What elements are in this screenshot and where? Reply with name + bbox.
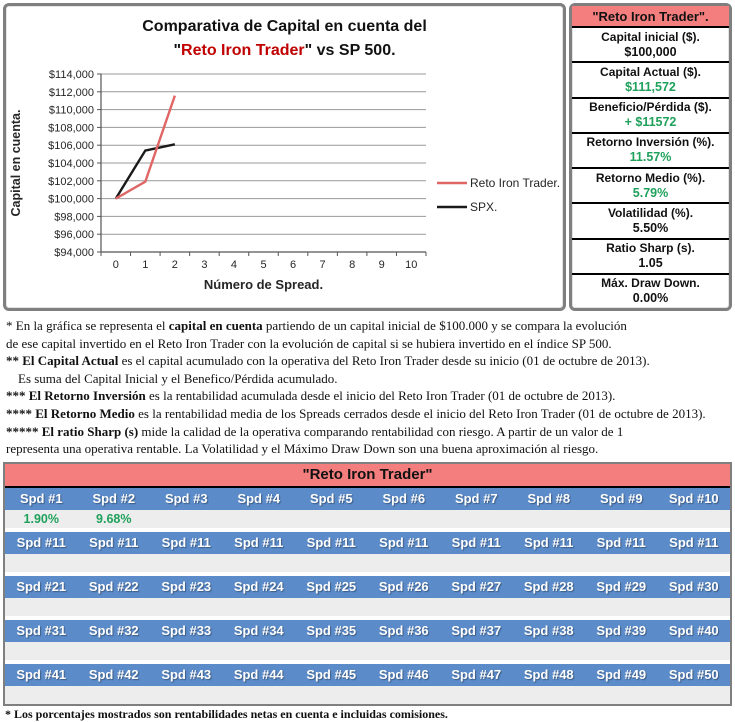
stat-block	[572, 273, 729, 308]
spd-value-cell	[513, 554, 586, 572]
legend-label: Reto Iron Trader.	[470, 176, 561, 190]
stat-block	[572, 61, 729, 96]
spd-value-row	[5, 642, 730, 660]
capital-chart-panel	[3, 3, 566, 311]
spd-value-cell	[440, 554, 513, 572]
stat-value: 5.79%	[632, 185, 669, 200]
y-tick-label: $114,000	[48, 69, 94, 81]
stat-value: 11.57%	[629, 150, 672, 165]
spd-header-cell: Spd #25	[306, 579, 357, 594]
spd-value-row	[5, 686, 730, 704]
spd-header-cell: Spd #29	[596, 579, 647, 594]
x-tick-label: 9	[378, 259, 385, 271]
stat-block	[572, 202, 729, 237]
spd-header-row	[5, 532, 730, 554]
spd-value-cell	[658, 510, 731, 528]
note-line: de ese capital invertido en el Reto Iron Trader con la evolución de capital si se hubiera invertido en el índice SP 500.	[6, 335, 612, 351]
stat-label: Capital inicial ($).	[601, 29, 700, 44]
spd-header-cell: Spd #11	[669, 535, 719, 550]
spd-header-cell: Spd #23	[161, 579, 212, 594]
y-tick-label: $112,000	[48, 86, 94, 99]
x-tick-label: 3	[201, 259, 208, 271]
spd-header-cell: Spd #34	[233, 623, 284, 638]
x-tick-label: 1	[142, 259, 149, 271]
stats-panel-title: "Reto Iron Trader".	[572, 6, 729, 26]
chart-title	[6, 15, 563, 63]
table-footnote: * Los porcentajes mostrados son rentabilidades netas en cuenta e incluidas comisiones.	[5, 707, 448, 721]
spd-header-cell: Spd #50	[668, 667, 719, 682]
spd-header-cell: Spd #11	[379, 535, 429, 550]
spd-header-cell: Spd #5	[309, 491, 353, 506]
spd-value-cell	[150, 642, 223, 660]
spd-header-cell: Spd #44	[233, 667, 284, 682]
spd-value-cell	[295, 510, 368, 528]
x-tick-label: 5	[260, 259, 267, 271]
spd-value-cell	[440, 598, 513, 616]
y-tick-label: $110,000	[48, 104, 94, 117]
spd-value-cell	[78, 686, 151, 704]
spd-header-cell: Spd #11	[89, 535, 139, 550]
spread-table-body	[5, 488, 730, 704]
spd-value-cell	[368, 598, 441, 616]
chart-title-line1: Comparativa de Capital en cuenta del	[142, 18, 427, 35]
stat-label: Retorno Inversión (%).	[586, 135, 715, 150]
y-tick-label: $106,000	[48, 140, 94, 153]
stat-label: Volatilidad (%).	[607, 205, 694, 220]
note-line: representa una operativa rentable. La Volatilidad y el Máximo Draw Down son una buena aproximación al riesgo.	[6, 441, 599, 457]
spd-value-cell	[368, 686, 441, 704]
explanatory-notes	[6, 317, 732, 458]
spd-header-cell: Spd #31	[16, 623, 67, 638]
stat-label: Ratio Sharp (s).	[606, 241, 695, 256]
spd-header-cell: Spd #11	[234, 535, 284, 550]
y-tick-label: $108,000	[48, 122, 94, 135]
spd-value-cell	[295, 598, 368, 616]
spd-header-cell: Spd #3	[164, 491, 208, 506]
spd-value-row	[5, 598, 730, 616]
spd-value-cell	[223, 642, 296, 660]
spd-header-cell: Spd #40	[668, 623, 719, 638]
spd-value-row	[5, 510, 730, 528]
spd-header-cell: Spd #4	[237, 491, 281, 506]
spd-header-cell: Spd #11	[306, 535, 356, 550]
spd-header-cell: Spd #8	[527, 491, 571, 506]
stat-block	[572, 26, 729, 61]
x-axis-title: Número de Spread.	[203, 277, 324, 292]
spd-header-cell: Spd #11	[451, 535, 501, 550]
stat-block	[572, 238, 729, 273]
spd-value-cell	[513, 642, 586, 660]
spd-header-cell: Spd #10	[668, 491, 719, 506]
spd-value-cell	[78, 598, 151, 616]
y-tick-label: $98,000	[54, 211, 94, 224]
spd-header-cell: Spd #35	[306, 623, 357, 638]
spd-value-cell	[658, 554, 731, 572]
x-tick-label: 6	[289, 259, 297, 271]
spd-header-cell: Spd #49	[596, 667, 647, 682]
spd-header-cell: Spd #46	[378, 667, 429, 682]
spd-header-cell: Spd #27	[451, 579, 502, 594]
spd-value-cell	[295, 554, 368, 572]
spd-value-cell	[440, 510, 513, 528]
spd-header-cell: Spd #22	[88, 579, 139, 594]
spd-value-cell	[658, 598, 731, 616]
spd-header-cell: Spd #2	[92, 491, 136, 506]
stat-value: + $11572	[624, 115, 677, 130]
note-line: ***** El ratio Sharp (s) mide la calidad de la operativa comparando rentabilidad con riesgo. A partir de un valor de 1	[6, 423, 624, 439]
spd-value-row	[5, 554, 730, 572]
spd-header-cell: Spd #45	[306, 667, 357, 682]
note-line: Es suma del Capital Inicial y el Benefico/Pérdida acumulado.	[18, 370, 338, 386]
spd-value-cell	[5, 598, 78, 616]
spd-header-cell: Spd #7	[454, 491, 498, 506]
spd-header-row	[5, 620, 730, 642]
spd-value-cell	[585, 686, 658, 704]
spd-value-cell	[513, 686, 586, 704]
spd-value-cell	[150, 510, 223, 528]
spd-header-cell: Spd #9	[599, 491, 643, 506]
spd-value-cell	[368, 510, 441, 528]
stat-label: Capital Actual ($).	[600, 64, 701, 79]
spd-header-cell: Spd #24	[233, 579, 284, 594]
capital-line-chart	[6, 65, 561, 297]
spd-value-cell	[78, 642, 151, 660]
note-line: *** El Retorno Inversión es la rentabilidad acumulada desde el inicio del Reto Iron Trader (01 de octubre de 2013).	[6, 388, 616, 404]
spd-header-cell: Spd #48	[523, 667, 574, 682]
y-tick-label: $100,000	[48, 193, 94, 206]
stats-panel	[569, 3, 732, 311]
spd-header-cell: Spd #11	[596, 535, 646, 550]
spd-header-cell: Spd #36	[378, 623, 429, 638]
spd-value-cell	[223, 510, 296, 528]
stat-label: Máx. Draw Down.	[601, 276, 700, 291]
spd-header-cell: Spd #41	[16, 667, 67, 682]
stat-label: Beneficio/Pérdida ($).	[589, 100, 712, 115]
spd-value-cell	[513, 510, 586, 528]
spd-value-cell	[150, 686, 223, 704]
spd-value-cell	[78, 554, 151, 572]
spd-value-cell	[440, 686, 513, 704]
note-line: ** El Capital Actual es el capital acumulado con la operativa del Reto Iron Trader desde su inicio (01 de octubre de 2013).	[6, 353, 650, 369]
note-line: * En la gráfica se representa el capital en cuenta partiendo de un capital inicial de $100.000 y se compara la evolución	[6, 318, 627, 333]
spd-value-cell	[658, 686, 731, 704]
y-tick-label: $104,000	[48, 158, 94, 170]
stat-label: Retorno Medio (%).	[595, 170, 706, 185]
spd-value-cell: 9.68%	[96, 512, 132, 526]
spd-header-row	[5, 576, 730, 598]
spd-value-cell	[585, 510, 658, 528]
stat-value: 0.00%	[632, 291, 669, 306]
spd-value-cell	[585, 598, 658, 616]
spd-value-cell	[295, 642, 368, 660]
x-tick-label: 10	[405, 259, 418, 271]
spd-header-row	[5, 488, 730, 510]
spd-header-row	[5, 664, 730, 686]
spread-table-title: "Reto Iron Trader"	[5, 464, 730, 488]
stat-block	[572, 132, 729, 167]
spd-value-cell	[223, 554, 296, 572]
spd-header-cell: Spd #21	[16, 579, 67, 594]
spd-value-cell	[295, 686, 368, 704]
spd-value-cell	[150, 554, 223, 572]
spread-results-table	[3, 462, 732, 706]
stat-block	[572, 167, 729, 202]
stat-block	[572, 97, 729, 132]
chart-title-line2	[6, 39, 563, 63]
x-tick-label: 4	[230, 259, 238, 271]
spd-header-cell: Spd #6	[382, 491, 426, 506]
x-tick-label: 7	[319, 259, 326, 271]
spd-value-cell	[513, 598, 586, 616]
chart-title-segment: " vs SP 500.	[304, 42, 396, 59]
stat-value: $100,000	[624, 44, 677, 59]
stat-value: $111,572	[625, 79, 676, 94]
spd-value-cell	[585, 554, 658, 572]
spd-value-cell	[658, 642, 731, 660]
spd-header-cell: Spd #43	[161, 667, 212, 682]
y-tick-label: $102,000	[48, 175, 94, 188]
spd-header-cell: Spd #47	[451, 667, 502, 682]
y-axis-title: Capital en cuenta.	[9, 109, 23, 217]
y-tick-label: $96,000	[54, 229, 94, 242]
spd-header-cell: Spd #32	[88, 623, 139, 638]
stat-value: 1.05	[638, 256, 663, 271]
spd-header-cell: Spd #37	[451, 623, 502, 638]
spd-value-cell	[150, 598, 223, 616]
stat-value: 5.50%	[632, 220, 669, 235]
chart-title-red-segment: Reto Iron Trader	[181, 42, 305, 59]
spd-value-cell	[5, 642, 78, 660]
chart-title-segment: "	[173, 42, 182, 59]
spd-header-cell: Spd #28	[523, 579, 574, 594]
spd-value-cell	[585, 642, 658, 660]
spd-header-cell: Spd #11	[524, 535, 574, 550]
spd-header-cell: Spd #39	[596, 623, 647, 638]
x-tick-label: 0	[112, 259, 119, 271]
spd-header-cell: Spd #38	[523, 623, 574, 638]
spd-value-cell	[5, 686, 78, 704]
spd-header-cell: Spd #1	[19, 491, 63, 506]
x-tick-label: 8	[349, 259, 356, 271]
spd-header-cell: Spd #42	[88, 667, 139, 682]
series-line-spx-	[116, 144, 175, 198]
spd-header-cell: Spd #11	[16, 535, 66, 550]
spd-value-cell	[368, 554, 441, 572]
spd-value-cell	[223, 598, 296, 616]
spd-value-cell	[368, 642, 441, 660]
x-tick-label: 2	[171, 259, 178, 271]
spd-value-cell	[223, 686, 296, 704]
spd-header-cell: Spd #30	[668, 579, 719, 594]
y-tick-label: $94,000	[54, 247, 94, 259]
note-line: **** El Retorno Medio es la rentabilidad media de los Spreads cerrados desde el inicio del Reto Iron Trader (01 de octubre de 2013).	[6, 405, 706, 421]
spd-header-cell: Spd #11	[161, 535, 211, 550]
spd-header-cell: Spd #33	[161, 623, 212, 638]
spd-value-cell: 1.90%	[23, 512, 59, 526]
spd-value-cell	[5, 554, 78, 572]
spd-header-cell: Spd #26	[378, 579, 429, 594]
spd-value-cell	[440, 642, 513, 660]
legend-label: SPX.	[470, 200, 498, 214]
